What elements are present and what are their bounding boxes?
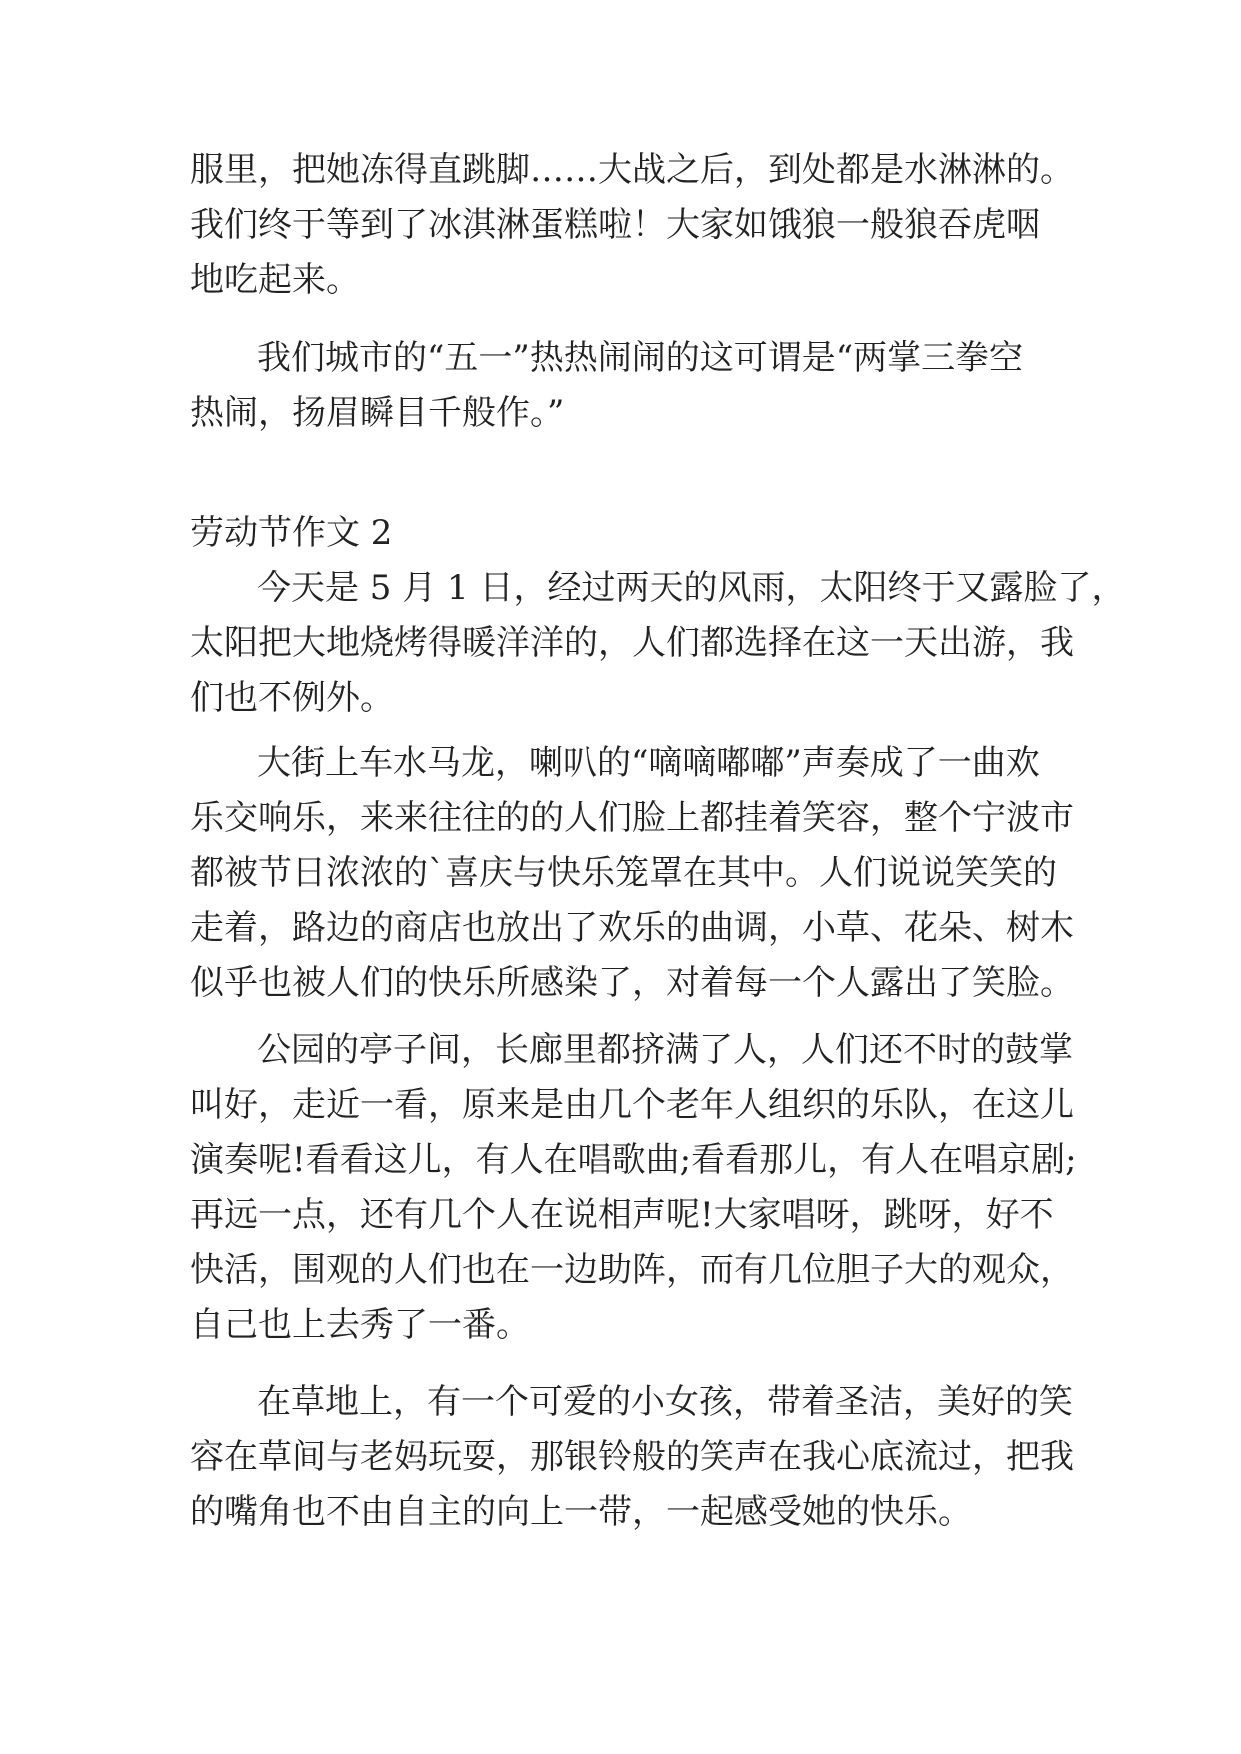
text-line: 们也不例外。 <box>190 678 394 718</box>
text-line: 乐交响乐，来来往往的的人们脸上都挂着笑容，整个宁波市 <box>190 798 1074 838</box>
text-line: 自己也上去秀了一番。 <box>190 1305 530 1345</box>
text-line: 太阳把大地烧烤得暖洋洋的，人们都选择在这一天出游，我 <box>190 623 1074 663</box>
paragraph-line: 在草地上，有一个可爱的小女孩，带着圣洁，美好的笑 <box>257 1382 1073 1422</box>
paragraph-line: 公园的亭子间，长廊里都挤满了人，人们还不时的鼓掌 <box>257 1030 1073 1070</box>
text-line: 的嘴角也不由自主的向上一带，一起感受她的快乐。 <box>190 1492 972 1532</box>
text-line: 地吃起来。 <box>190 260 360 300</box>
document-page <box>190 0 1126 1754</box>
text-line: 快活，围观的人们也在一边助阵，而有几位胆子大的观众， <box>190 1250 1074 1290</box>
section-heading: 劳动节作文 2 <box>190 513 393 553</box>
text-line: 走着，路边的商店也放出了欢乐的曲调，小草、花朵、树木 <box>190 908 1074 948</box>
text-line: 似乎也被人们的快乐所感染了，对着每一个人露出了笑脸。 <box>190 963 1074 1003</box>
paragraph-line: 今天是 5 月 1 日，经过两天的风雨，太阳终于又露脸了， <box>257 568 1126 608</box>
text-line: 都被节日浓浓的`喜庆与快乐笼罩在其中。人们说说笑笑的 <box>190 853 1057 893</box>
text-line: 热闹，扬眉瞬目千般作。” <box>190 393 565 433</box>
text-line: 再远一点，还有几个人在说相声呢!大家唱呀，跳呀，好不 <box>190 1195 1054 1235</box>
paragraph-line: 我们城市的“五一”热热闹闹的这可谓是“两掌三拳空 <box>257 338 1024 378</box>
text-line: 我们终于等到了冰淇淋蛋糕啦！大家如饿狼一般狼吞虎咽 <box>190 205 1040 245</box>
text-line: 叫好，走近一看，原来是由几个老年人组织的乐队，在这儿 <box>190 1085 1074 1125</box>
paragraph-line: 大街上车水马龙，喇叭的“嘀嘀嘟嘟”声奏成了一曲欢 <box>257 743 1040 783</box>
text-line: 容在草间与老妈玩耍，那银铃般的笑声在我心底流过，把我 <box>190 1437 1074 1477</box>
text-line: 服里，把她冻得直跳脚……大战之后，到处都是水淋淋的。 <box>190 150 1074 190</box>
text-line: 演奏呢!看看这儿，有人在唱歌曲;看看那儿，有人在唱京剧; <box>190 1140 1077 1180</box>
